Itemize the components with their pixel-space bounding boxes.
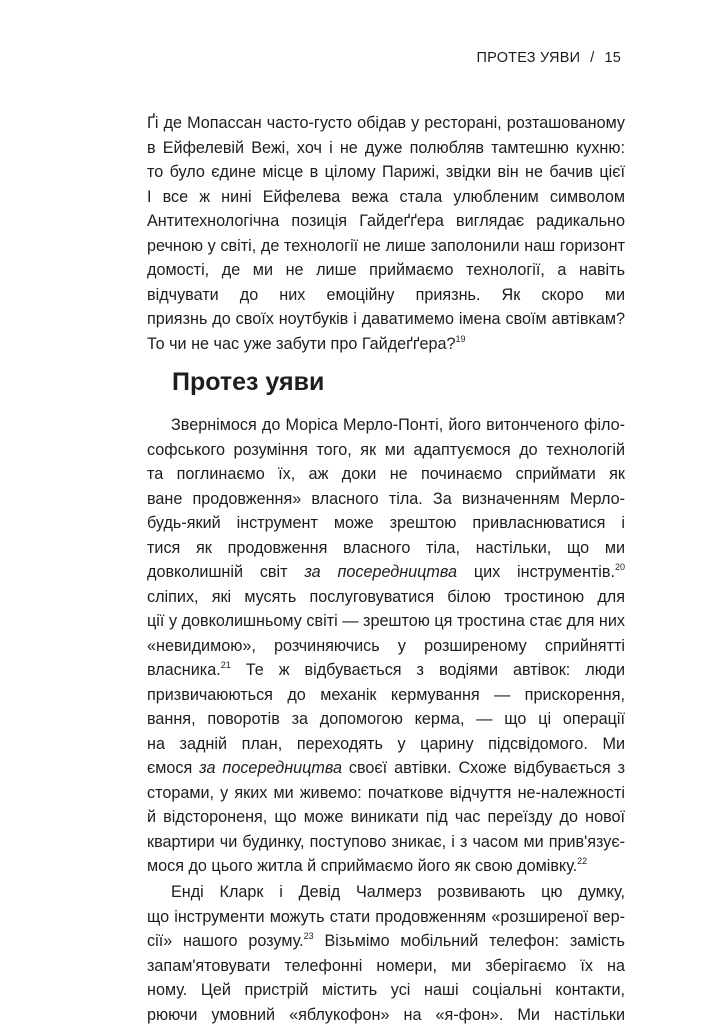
text-line: та поглинаємо їх, аж доки не починаємо сприймати як: [147, 462, 625, 487]
paragraph-clark-chalmers: [147, 880, 625, 1027]
text-line: домості, де ми не лише приймаємо технології, а навіть: [147, 258, 625, 283]
text-line: рюючи умовний «яблукофон» на «я-фон». Ми настільки: [147, 1003, 625, 1027]
text-line: будь-який інструмент може зрештою привласнюватися і: [147, 511, 625, 536]
paragraph-merleau-ponty: [147, 413, 625, 879]
text-line: на задній план, переходять у царину підсвідомого. Ми: [147, 732, 625, 757]
text-line: запам'ятовувати телефонні номери, ми зберігаємо їх на: [147, 954, 625, 979]
text-line: сліпих, які мусять послуговуватися білою тростиною для: [147, 585, 625, 610]
section-heading: Протез уяви: [172, 368, 324, 397]
text-line: То чи не час уже забути про Гайдеґґера?$^{19}$: [147, 332, 625, 357]
text-line: й відстороненя, що може виникати під час переїзду до нової: [147, 805, 625, 830]
paragraph-opening: [147, 111, 625, 356]
footnote-ref: 22: [577, 856, 587, 866]
text-line: сії» нашого розуму.$^{23}$ Візьмімо мобільний телефон: замість: [147, 929, 625, 954]
footnote-ref: 23: [304, 931, 314, 941]
text-line: сторами, у яких ми живемо: початкове відчуття не-належності: [147, 781, 625, 806]
footnote-ref: 21: [221, 660, 231, 670]
text-line: ції у довколишньому світі — зрештою ця тростина стає для них: [147, 609, 625, 634]
emphasis: за посередництва: [304, 563, 457, 581]
text-line: то було єдине місце в цілому Парижі, звідки він не бачив цієї: [147, 160, 625, 185]
text-line: речною у світі, де технології не лише заполонили наш горизонт: [147, 234, 625, 259]
text-line: тися як продовження власного тіла, настільки, що ми: [147, 536, 625, 561]
footnote-ref: 19: [456, 334, 466, 344]
text-line: що інструменти можуть стати продовженням «розширеної вер-: [147, 905, 625, 930]
text-line: вання, поворотів за допомогою керма, — що ці операції: [147, 707, 625, 732]
text-line: ємося за посередництва своєї автівки. Схоже відбувається з: [147, 756, 625, 781]
text-line: мося до цього житла й сприймаємо його як свою домівку.$^{22}$: [147, 854, 625, 879]
text-line: довколишній світ за посередництва цих інструментів.$^{20}$: [147, 560, 625, 585]
text-line: власника.$^{21}$ Те ж відбувається з водіями автівок: люди: [147, 658, 625, 683]
text-line: приязнь до своїх ноутбуків і даватимемо імена своїм автівкам?: [147, 307, 625, 332]
running-head: [477, 50, 621, 66]
text-line: призвичаюються до механік кермування — прискорення,: [147, 683, 625, 708]
text-line: квартири чи будинку, поступово зникає, і з часом ми прив'язує-: [147, 830, 625, 855]
text-line: софського розуміння того, як ми адаптуємося до технологій: [147, 438, 625, 463]
text-line: Звернімося до Моріса Мерло-Понті, його витонченого філо-: [147, 413, 625, 438]
text-line: Антитехнологічна позиція Гайдеґґера виглядає радикально: [147, 209, 625, 234]
text-line: Ґі де Мопассан часто-густо обідав у ресторані, розташованому: [147, 111, 625, 136]
text-line: І все ж нині Ейфелева вежа стала улюбленим символом: [147, 185, 625, 210]
text-line: ному. Цей пристрій містить усі наші соціальні контакти,: [147, 978, 625, 1003]
text-line: відчувати до них емоційну приязнь. Як скоро ми: [147, 283, 625, 308]
running-head-separator: /: [590, 50, 594, 66]
running-head-title: ПРОТЕЗ УЯВИ: [477, 50, 581, 66]
text-line: в Ейфелевій Вежі, хоч і не дуже полюбляв тамтешню кухню:: [147, 136, 625, 161]
text-line: «невидимою», розчиняючись у розширеному сприйнятті: [147, 634, 625, 659]
text-line: Енді Кларк і Девід Чалмерз розвивають цю думку,: [147, 880, 625, 905]
page-number: 15: [604, 50, 621, 66]
footnote-ref: 20: [615, 562, 625, 572]
emphasis: за посередництва: [199, 759, 342, 777]
text-line: ване продовження» власного тіла. За визначенням Мерло-: [147, 487, 625, 512]
